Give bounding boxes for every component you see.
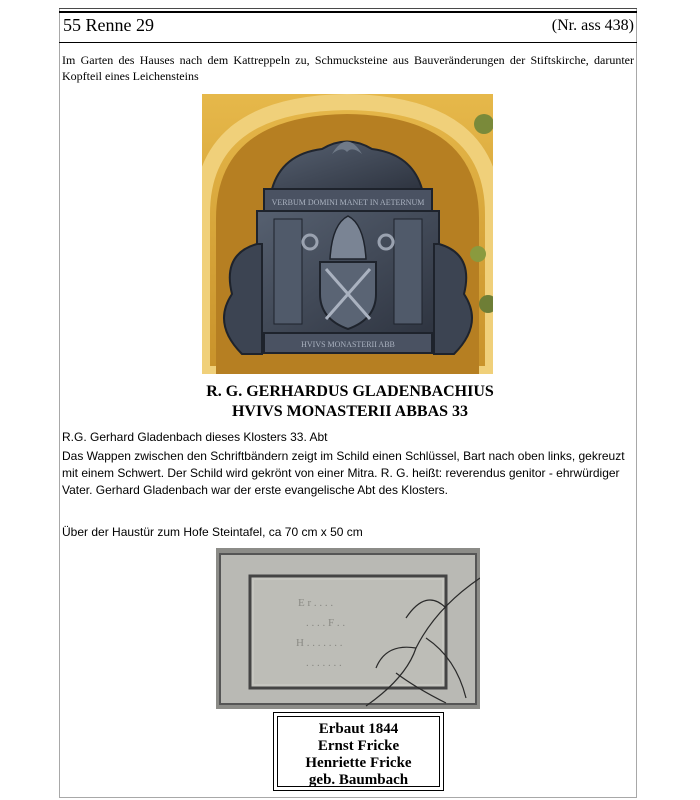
tablet-illustration bbox=[216, 548, 480, 709]
description-text: Das Wappen zwischen den Schriftbändern zeigt im Schild einen Schlüssel, Bart nach oben links, gekreuzt mit einem Schwert. Der Schild wird gekrönt von einer Mitra. R. G. heißt: reverendus genitor - ehrwürdiger Vater. Gerhard Gladenbach war der erste evangelische Abt des Klosters. bbox=[62, 449, 625, 497]
stone-note: Über der Haustür zum Hofe Steintafel, ca 70 cm x 50 cm bbox=[62, 525, 363, 539]
relief-band-bottom: HVIVS MONASTERII ABB bbox=[301, 340, 395, 349]
inscription-box bbox=[273, 712, 444, 791]
page-title: 55 Renne 29 bbox=[63, 15, 154, 35]
header-rule-thick bbox=[59, 11, 637, 13]
tablet-photo bbox=[216, 548, 480, 709]
inscription-line: Ernst Fricke bbox=[317, 738, 400, 754]
svg-text:. . . . . . .: . . . . . . . bbox=[306, 657, 342, 669]
relief-band-top: VERBUM DOMINI MANET IN AETERNUM bbox=[271, 198, 425, 207]
header-rule-thin bbox=[59, 8, 637, 9]
header-rule-bottom bbox=[59, 42, 637, 43]
relief-photo bbox=[202, 94, 493, 374]
intro-text: Im Garten des Hauses nach dem Kattreppeln zu, Schmucksteine aus Bauveränderungen der Stiftskirche, darunter Kopfteil eines Leichensteins bbox=[62, 53, 634, 83]
svg-text:H . . . . . . .: H . . . . . . . bbox=[296, 637, 343, 649]
translation-text: R.G. Gerhard Gladenbach dieses Klosters 33. Abt bbox=[62, 430, 328, 444]
inscription-line: Henriette Fricke bbox=[305, 755, 412, 771]
reference-number: (Nr. ass 438) bbox=[551, 17, 634, 34]
svg-text:E r . . . .: E r . . . . bbox=[298, 597, 334, 609]
relief-illustration bbox=[202, 94, 493, 374]
inscription-inner bbox=[277, 716, 440, 787]
caption-line-2: HVIVS MONASTERII ABBAS 33 bbox=[231, 403, 469, 420]
caption-line-1: R. G. GERHARDUS GLADENBACHIUS bbox=[206, 383, 494, 400]
svg-text:. . . . F . .: . . . . F . . bbox=[306, 617, 346, 629]
inscription-line: geb. Baumbach bbox=[308, 772, 409, 788]
inscription-line: Erbaut 1844 bbox=[318, 721, 399, 737]
